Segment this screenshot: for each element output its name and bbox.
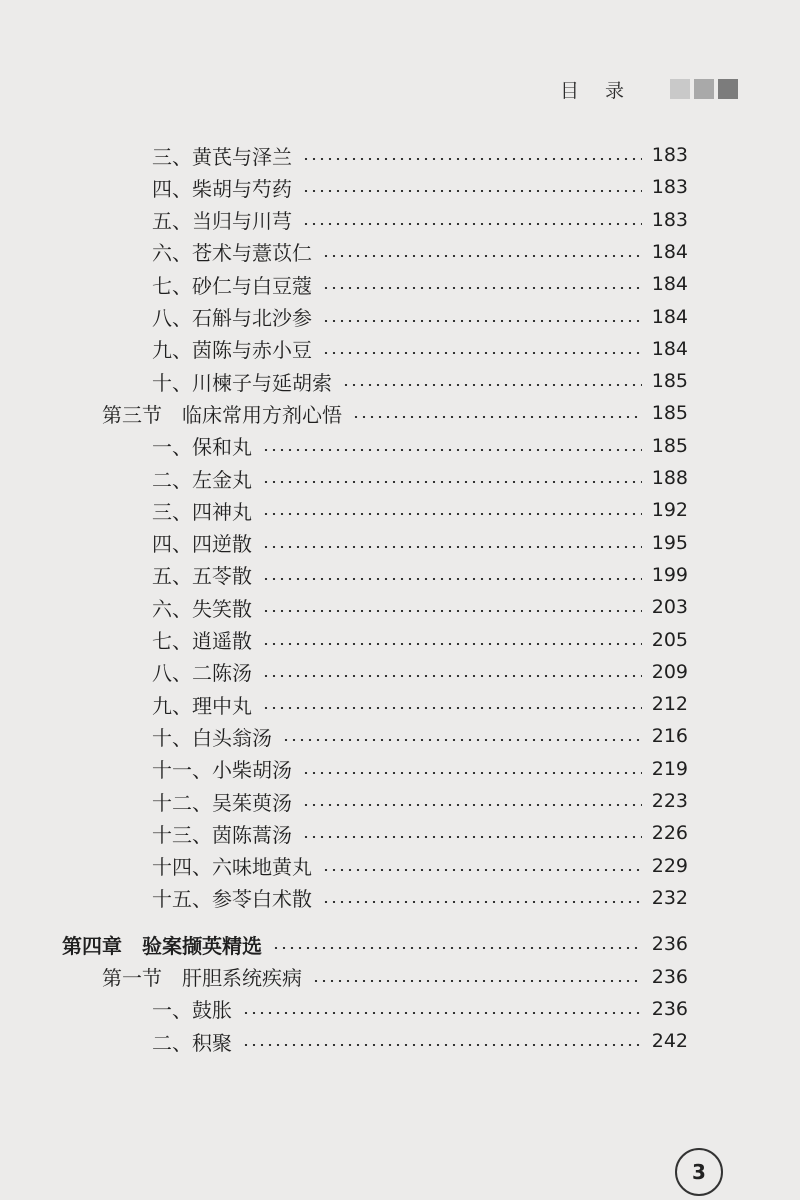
toc-label: 十、白头翁汤 — [152, 725, 272, 750]
toc-label: 四、柴胡与芍药 — [152, 176, 292, 201]
dot-leader — [322, 869, 642, 871]
toc-label: 第四章 验案撷英精选 — [62, 933, 262, 958]
toc-label: 五、五苓散 — [152, 564, 252, 589]
toc-entry-item — [152, 333, 688, 365]
toc-page-number: 184 — [651, 305, 688, 328]
toc-label: 七、逍遥散 — [152, 629, 252, 653]
toc-page-number: 188 — [651, 467, 688, 489]
toc-page-number: 229 — [651, 854, 688, 877]
toc-page-number: 209 — [651, 660, 688, 683]
dot-leader — [322, 287, 642, 289]
dot-leader — [322, 320, 642, 322]
toc-label: 第三节 临床常用方剂心悟 — [102, 402, 342, 427]
toc-entry-item — [152, 720, 688, 752]
dot-leader — [322, 352, 642, 354]
toc-page-number: 184 — [651, 240, 688, 263]
toc-label: 十二、吴茱萸汤 — [152, 790, 292, 815]
toc-entry-item — [152, 688, 688, 720]
toc-page-number: 185 — [651, 370, 688, 393]
toc-entry-section — [102, 961, 688, 993]
toc-page-number: 195 — [651, 531, 688, 554]
toc-page-number: 203 — [651, 596, 688, 619]
toc-entry-item — [152, 1025, 688, 1057]
toc-label: 九、理中丸 — [152, 693, 252, 718]
dot-leader — [282, 739, 642, 741]
toc-entry-item — [152, 591, 688, 623]
toc-label: 五、当归与川芎 — [152, 209, 292, 234]
toc-entry-item — [152, 882, 688, 914]
toc-label: 九、茵陈与赤小豆 — [152, 338, 312, 363]
toc-entry-item — [152, 817, 688, 849]
toc-page-number: 232 — [651, 886, 688, 909]
dot-leader — [302, 836, 642, 838]
toc-entry-item — [152, 365, 688, 397]
toc-label: 三、四神丸 — [152, 499, 252, 524]
dot-leader — [262, 578, 642, 580]
header-square-dark — [718, 79, 738, 99]
dot-leader — [352, 416, 642, 418]
toc-page-number: 192 — [651, 499, 688, 522]
toc-entry-item — [152, 236, 688, 268]
dot-leader — [312, 980, 642, 982]
dot-leader — [302, 223, 642, 225]
dot-leader — [262, 675, 642, 677]
dot-leader — [302, 804, 642, 806]
toc-page-number: 184 — [651, 273, 688, 296]
toc-entry-item — [152, 993, 688, 1025]
page-header — [0, 76, 800, 104]
toc-label: 六、苍术与薏苡仁 — [152, 241, 312, 266]
toc-page-number: 223 — [651, 790, 688, 812]
toc-label: 十五、参苓白术散 — [152, 887, 312, 912]
toc-page-number: 236 — [651, 933, 688, 956]
dot-leader — [242, 1044, 642, 1046]
toc-entry-item — [152, 139, 688, 171]
dot-leader — [262, 513, 642, 515]
toc-page-number: 184 — [651, 337, 688, 360]
toc-entry-item — [152, 753, 688, 785]
header-square-light — [670, 79, 690, 99]
toc-page-number: 183 — [651, 208, 688, 231]
running-head: 目 录 — [559, 80, 634, 102]
header-square-mid — [694, 79, 714, 99]
toc-entry-item — [152, 171, 688, 203]
dot-leader — [302, 158, 642, 160]
dot-leader — [342, 384, 642, 386]
toc-page-number: 199 — [651, 563, 688, 586]
toc-page-number: 185 — [651, 402, 688, 425]
toc-entry-item — [152, 430, 688, 462]
toc-entry-item — [152, 850, 688, 882]
toc-page-number: 185 — [651, 434, 688, 457]
toc-label: 十四、六味地黄丸 — [152, 855, 312, 880]
toc-label: 二、积聚 — [152, 1030, 232, 1055]
toc-entry-item — [152, 204, 688, 236]
dot-leader — [302, 190, 642, 192]
toc-label: 十一、小柴胡汤 — [152, 758, 292, 783]
toc-entry-item — [152, 559, 688, 591]
toc-label: 二、左金丸 — [152, 467, 252, 492]
dot-leader — [272, 947, 642, 949]
toc-page-number: 183 — [651, 144, 688, 166]
toc-page-number: 205 — [651, 628, 688, 651]
toc-entry-section — [102, 397, 688, 429]
toc-page-number: 242 — [651, 1030, 688, 1053]
toc-page-number: 236 — [651, 997, 688, 1020]
toc-label: 第一节 肝胆系统疾病 — [102, 966, 302, 990]
toc-label: 三、黄芪与泽兰 — [152, 144, 292, 169]
toc-label: 八、石斛与北沙参 — [152, 306, 312, 330]
page-number-circle — [675, 1148, 723, 1196]
toc-label: 八、二陈汤 — [152, 661, 252, 686]
toc-entry-item — [152, 656, 688, 688]
toc-entry-item — [152, 527, 688, 559]
dot-leader — [262, 610, 642, 612]
toc-label: 一、鼓胀 — [152, 998, 232, 1023]
toc-entry-item — [152, 624, 688, 656]
toc-entry-item — [152, 301, 688, 333]
dot-leader — [242, 1012, 642, 1014]
dot-leader — [262, 481, 642, 483]
dot-leader — [262, 449, 642, 451]
toc-page-number: 212 — [651, 693, 688, 716]
toc-entry-item — [152, 785, 688, 817]
toc-page-number: 236 — [651, 965, 688, 988]
dot-leader — [262, 707, 642, 709]
page-number: 3 — [692, 1160, 706, 1184]
toc-page-number: 226 — [651, 822, 688, 845]
dot-leader — [302, 772, 642, 774]
toc-label: 十、川楝子与延胡索 — [152, 370, 332, 395]
dot-leader — [262, 546, 642, 548]
dot-leader — [322, 901, 642, 903]
dot-leader — [262, 643, 642, 645]
toc-entry-item — [152, 494, 688, 526]
toc-label: 六、失笑散 — [152, 596, 252, 621]
dot-leader — [322, 255, 642, 257]
toc-page-number: 183 — [651, 176, 688, 199]
toc-label: 四、四逆散 — [152, 532, 252, 557]
toc-entry-item — [152, 268, 688, 300]
toc-label: 十三、茵陈蒿汤 — [152, 822, 292, 847]
toc-label: 一、保和丸 — [152, 435, 252, 460]
toc-entry-item — [152, 462, 688, 494]
toc-entry-chapter — [62, 928, 688, 960]
toc-page-number: 216 — [651, 725, 688, 748]
toc-page-number: 219 — [651, 757, 688, 780]
toc-label: 七、砂仁与白豆蔻 — [152, 273, 312, 298]
